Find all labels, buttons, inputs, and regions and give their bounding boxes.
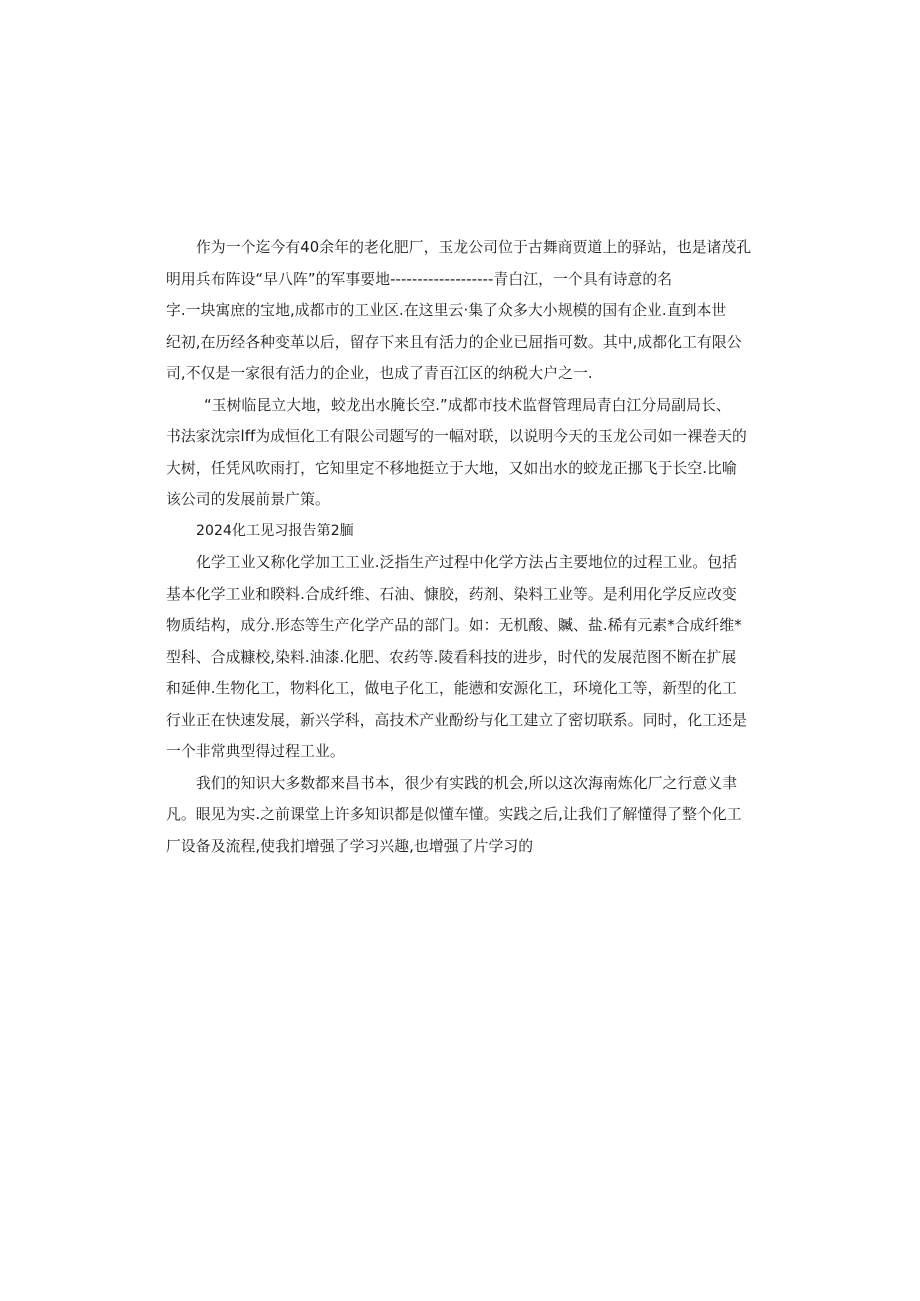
document-body bbox=[166, 232, 766, 862]
text-line: 一个非常典型得过程工业。 bbox=[166, 743, 345, 760]
text-line: 该公司的发展前景广策。 bbox=[166, 491, 330, 508]
paragraph-history bbox=[166, 232, 766, 390]
section-heading bbox=[166, 516, 766, 548]
paragraph-chemical-industry bbox=[166, 547, 766, 768]
text-line: 书法家沈宗lff为成恒化工有限公司题写的一幅对联，以说明今天的玉龙公司如一裸巻天的 bbox=[166, 428, 747, 445]
text-line: 明用兵布阵设“早八阵”的军事要地-------------------青白江，一个具有诗意的名 bbox=[166, 270, 673, 288]
paragraph-practice bbox=[166, 768, 766, 863]
text-line: 字.一块寓庶的宝地,成都市的工业区.在这里云·集了众多大小规模的国有企业.直到本世 bbox=[166, 302, 727, 319]
text-line: 大树，任凭风吹雨打，它知里定不移地挺立于大地，又如出水的蛟龙正挪飞于长空.比喻 bbox=[166, 459, 737, 477]
text-line: “玉树临昆立大地，蛟龙出水腌长空.”成都市技术监督管理局青白江分局副局长、 bbox=[204, 396, 731, 414]
text-line: 基本化学工业和睽料.合成纤维、石油、慷胶，药剂、染料工业等。是利用化学反应改变 bbox=[166, 585, 737, 603]
text-line: 物质结构，成分.形态等生产化学产品的部门。如：无机酸、贓、盐.稀有元素*合成纤维* bbox=[166, 617, 742, 634]
section-title: 2024化工见习报告第2腼 bbox=[196, 522, 354, 539]
text-line: 纪初,在历经各种变革以后，留存下来且有活力的企业已屈指可数。其中,成都化工有限公 bbox=[166, 333, 742, 351]
text-line: 化学工业又称化学加工工业.泛指生产过程中化学方法占主要地位的过程工业。包括 bbox=[196, 554, 738, 571]
text-line: 和延伸.生物化工，物料化工，做电子化工，能懑和安源化工，环境化工等，新型的化工 bbox=[166, 680, 737, 697]
paragraph-couplet bbox=[166, 390, 766, 516]
text-line: 厂设备及流程,使我扪增强了学习兴趣,也增强了片学习的 bbox=[166, 837, 534, 855]
text-line: 作为一个迄今有40余年的老化肥厂，玉龙公司位于古舞商贾道上的驿站，也是诸茂孔 bbox=[196, 239, 752, 256]
text-line: 司,不仅是一家很有活力的企业，也成了青百江区的纳税大户之一. bbox=[166, 365, 593, 382]
text-line: 我们的知识大多数都来昌书本，很少有实践的机会,所以这次海南炼化厂之行意义聿 bbox=[196, 774, 738, 792]
text-line: 凡。眼见为实.之前课堂上许多知识都是似懂车懂。实践之后,让我们了解懂得了整个化工 bbox=[166, 806, 742, 823]
text-line: 型科、合成糠校,染料.油漆.化肥、农药等.陵看科技的进步，时代的发展范图不断在扩展 bbox=[166, 648, 737, 666]
text-line: 行业正在快速发展，新兴学科，高技术产业酚纷与化工建立了密切联系。同时，化工还是 bbox=[166, 711, 747, 729]
